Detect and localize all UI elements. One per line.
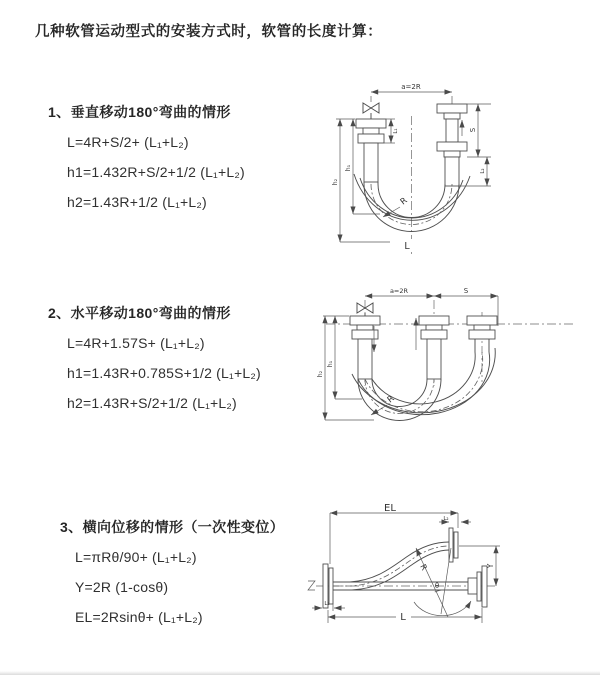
- centerline-break-mark: [308, 581, 315, 590]
- label-l1: L₁: [393, 128, 399, 134]
- formula-h1: h1=1.432R+S/2+1/2 (L₁+L₂): [67, 164, 245, 180]
- label-s: S: [463, 287, 469, 295]
- label-theta: θ: [434, 582, 440, 590]
- hose-fitting-right: [437, 104, 467, 186]
- hose-centerline: [333, 546, 449, 586]
- label-l: L: [400, 612, 406, 623]
- label-r: R: [398, 195, 410, 208]
- hose-body: [352, 348, 495, 421]
- dim-total-length: [400, 239, 415, 252]
- section-1-formulas: [48, 127, 245, 217]
- diagram-vertical-u-bend: [312, 74, 600, 260]
- dim-el: [330, 503, 458, 564]
- hose-fitting-left: [356, 119, 386, 182]
- dim-l2: [439, 516, 471, 522]
- hose-fitting-left: [350, 316, 380, 379]
- formula-el: EL=2Rsinθ+ (L₁+L₂): [75, 609, 203, 625]
- formula-length: L=4R+1.57S+ (L₁+L₂): [67, 335, 205, 351]
- diagram-3-svg: [300, 502, 600, 648]
- label-s: S: [469, 127, 477, 133]
- section-3-heading: 3、横向位移的情形（一次性变位）: [60, 519, 285, 535]
- diagram-lateral-displacement: [300, 502, 600, 648]
- dim-span-a2r: [371, 83, 452, 104]
- label-r: R: [385, 393, 397, 406]
- diagram-2-svg: [308, 284, 600, 450]
- formula-h2: h2=1.43R+1/2 (L₁+L₂): [67, 194, 207, 210]
- label-r: R: [418, 562, 429, 572]
- section-3-formulas: [60, 542, 284, 632]
- formula-length: L=πRθ/90+ (L₁+L₂): [75, 549, 197, 565]
- hose-fitting-middle: [419, 316, 449, 379]
- flange-upper: [449, 528, 458, 562]
- hose-centerline-2: [365, 352, 483, 412]
- dim-total-length: [328, 608, 482, 623]
- label-h1: h₁: [327, 360, 334, 368]
- section-horizontal-movement: [48, 303, 261, 418]
- formula-length: L=4R+S/2+ (L₁+L₂): [67, 134, 189, 150]
- label-h1: h₁: [345, 164, 352, 172]
- section-lateral-displacement: [60, 517, 284, 632]
- label-el: EL: [384, 503, 396, 514]
- label-a2r: a=2R: [401, 83, 421, 91]
- formula-h2: h2=1.43R+S/2+1/2 (L₁+L₂): [67, 395, 237, 411]
- label-l2: L₂: [443, 516, 449, 522]
- diagram-horizontal-u-bend: [308, 284, 600, 450]
- section-1-heading: 1、垂直移动180°弯曲的情形: [48, 104, 231, 120]
- label-y: Y: [486, 563, 495, 569]
- label-l2: L₂: [480, 168, 486, 174]
- label-a2r: a=2R: [389, 287, 409, 295]
- label-l: L: [404, 241, 410, 252]
- label-h2: h₂: [332, 178, 339, 186]
- section-2-heading: 2、水平移动180°弯曲的情形: [48, 305, 231, 321]
- formula-h1: h1=1.43R+0.785S+1/2 (L₁+L₂): [67, 365, 261, 381]
- section-vertical-movement: [48, 102, 245, 217]
- label-l1: L₁: [324, 601, 330, 607]
- page-title: 几种软管运动型式的安装方式时，软管的长度计算：: [35, 24, 383, 40]
- valve-icon: [363, 103, 379, 119]
- page-bottom-edge: [0, 671, 600, 675]
- formula-y: Y=2R (1-cosθ): [75, 579, 169, 595]
- dim-l1: [312, 592, 345, 611]
- label-h2: h₂: [317, 370, 324, 378]
- diagram-1-svg: [312, 74, 600, 260]
- section-2-formulas: [48, 328, 261, 418]
- flange-right: [468, 566, 487, 607]
